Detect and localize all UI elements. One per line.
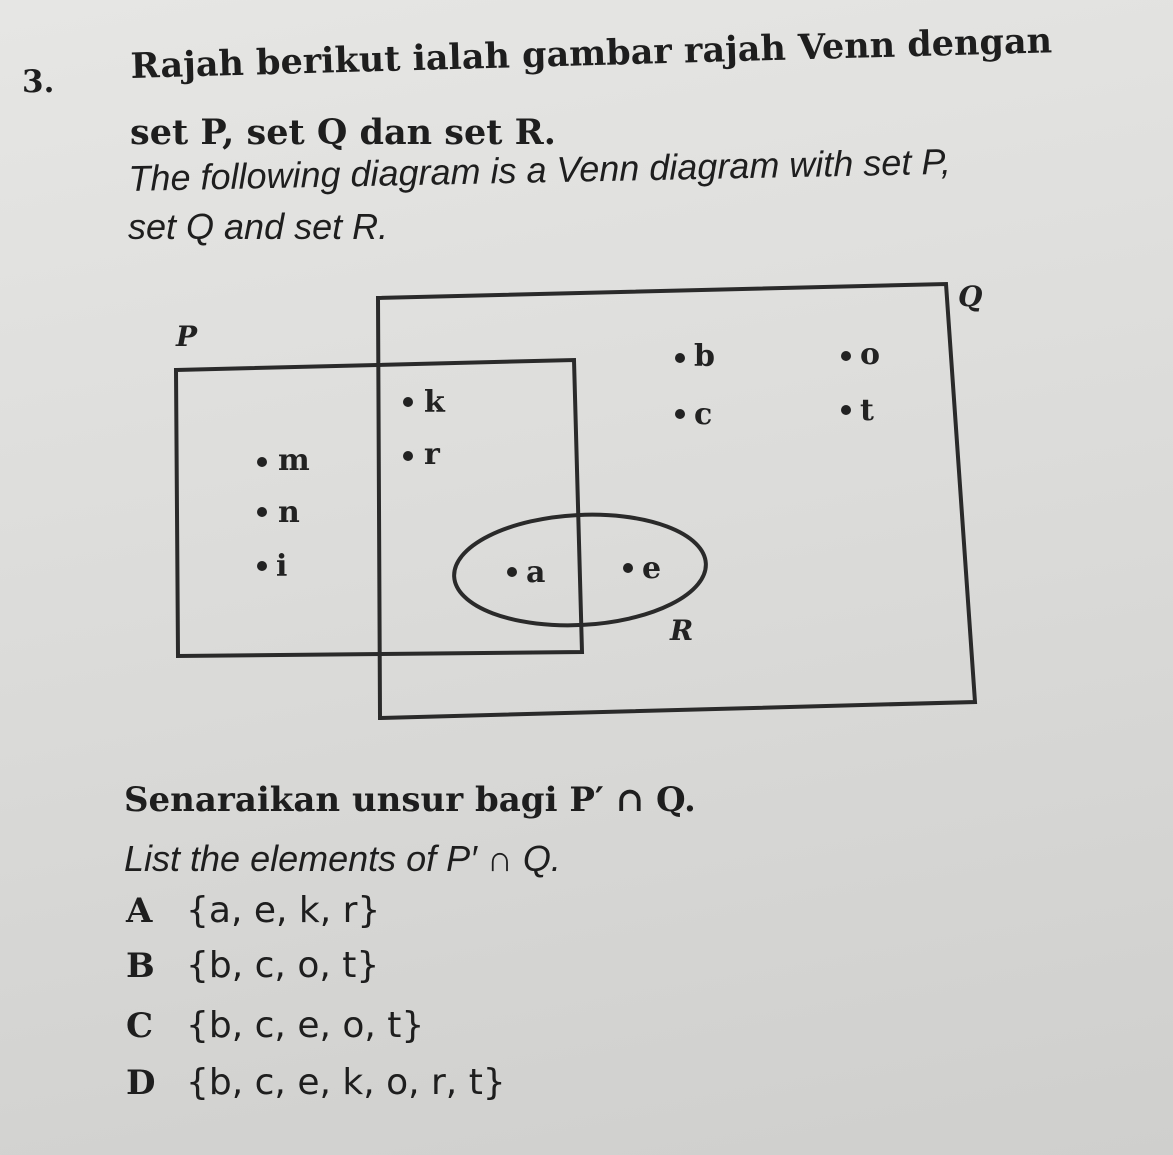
element-t: t — [860, 393, 874, 428]
question-stem-ms-line2: set P, set Q dan set R. — [130, 112, 556, 153]
element-dot-m — [257, 457, 267, 467]
set-q-label: Q — [958, 280, 983, 313]
prompt-ms: Senaraikan unsur bagi P′ ∩ Q. — [124, 780, 696, 820]
question-stem-en-line2: set Q and set R. — [128, 206, 389, 247]
element-dot-c — [675, 409, 685, 419]
prompt-en: List the elements of P′ ∩ Q. — [124, 838, 561, 879]
element-o: o — [860, 337, 881, 372]
option-a[interactable] — [126, 890, 380, 931]
question-stem-en-line1: The following diagram is a Venn diagram with set P, — [128, 140, 952, 199]
element-dot-n — [257, 507, 267, 517]
option-d[interactable] — [126, 1062, 506, 1103]
set-r-label: R — [670, 614, 694, 647]
element-dot-i — [257, 561, 267, 571]
element-c: c — [694, 397, 713, 432]
element-dot-k — [403, 397, 413, 407]
option-letter: C — [126, 1006, 154, 1046]
option-letter: D — [126, 1063, 156, 1103]
element-b: b — [694, 339, 715, 374]
element-dot-b — [675, 353, 685, 363]
option-c[interactable] — [126, 1005, 424, 1046]
element-dot-r — [403, 451, 413, 461]
option-value: {b, c, o, t} — [186, 945, 380, 986]
element-dot-a — [507, 567, 517, 577]
option-value: {b, c, e, o, t} — [186, 1005, 425, 1046]
option-value: {a, e, k, r} — [186, 890, 381, 931]
element-r: r — [424, 437, 440, 472]
question-number: 3. — [22, 64, 55, 100]
option-b[interactable] — [126, 945, 379, 986]
element-m: m — [278, 443, 310, 478]
element-dot-e — [623, 563, 633, 573]
element-dot-o — [841, 351, 851, 361]
element-i: i — [276, 549, 288, 584]
set-p-label: P — [176, 320, 198, 353]
option-letter: A — [126, 891, 153, 931]
element-dot-t — [841, 405, 851, 415]
element-n: n — [278, 495, 300, 530]
element-a: a — [526, 555, 546, 590]
option-letter: B — [126, 946, 155, 986]
option-value: {b, c, e, k, o, r, t} — [186, 1062, 506, 1103]
question-stem-ms-line1: Rajah berikut ialah gambar rajah Venn dengan — [130, 20, 1053, 87]
element-k: k — [424, 385, 445, 420]
element-e: e — [642, 551, 662, 586]
